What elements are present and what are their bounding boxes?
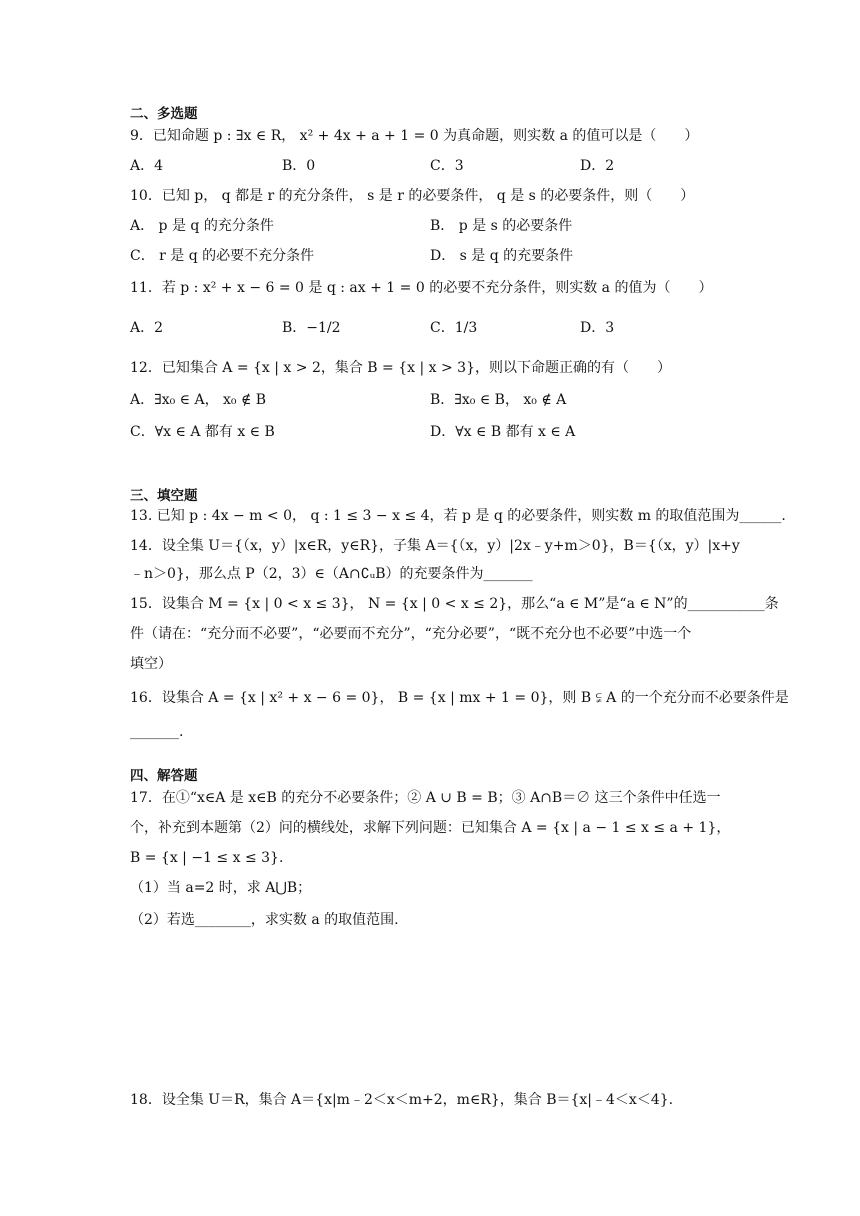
question-12-option-d: D．∀x ∈ B 都有 x ∈ A: [430, 424, 576, 440]
question-17-part-1: （1）当 a=2 时，求 A⋃B；: [130, 880, 312, 896]
question-15-line-3: 填空）: [130, 656, 172, 672]
question-9-option-b: B．0: [282, 158, 316, 174]
question-15-line-2: 件（请在：“充分而不必要”，“必要而不充分”，“充分必要”，“既不充分也不必要”中选一个: [130, 626, 692, 642]
section-title: 二、多选题: [130, 106, 198, 122]
question-12-stem: 12．已知集合 A = {x | x > 2，集合 B = {x | x > 3}，则以下命题正确的有（ ）: [130, 360, 671, 376]
question-10-option-d: D． s 是 q 的充要条件: [430, 248, 574, 264]
question-17-part-2: （2）若选________，求实数 a 的取值范围.: [130, 912, 399, 928]
question-9-option-a: A．4: [130, 158, 164, 174]
question-11-stem: 11．若 p : x² + x − 6 = 0 是 q : ax + 1 = 0 的必要不充分条件，则实数 a 的值为（ ）: [130, 280, 713, 296]
question-16-line-2: _______.: [130, 724, 184, 740]
question-10-option-c: C． r 是 q 的必要不充分条件: [130, 248, 315, 264]
question-15-line-1: 15．设集合 M = {x | 0 < x ≤ 3}， N = {x | 0 < x ≤ 2}，那么“a ∈ M”是“a ∈ N”的___________条: [130, 596, 779, 612]
question-11-option-b: B．−1/2: [282, 320, 341, 336]
question-10-stem: 10．已知 p， q 都是 r 的充分条件， s 是 r 的必要条件， q 是 s 的必要条件，则（ ）: [130, 188, 695, 204]
question-9-stem: 9．已知命题 p : ∃x ∈ R， x² + 4x + a + 1 = 0 为真命题，则实数 a 的值可以是（ ）: [130, 128, 699, 144]
question-12-option-c: C．∀x ∈ A 都有 x ∈ B: [130, 424, 275, 440]
section-title: 三、填空题: [130, 488, 198, 504]
question-17-line-3: B = {x | −1 ≤ x ≤ 3}.: [130, 850, 284, 866]
question-9-option-c: C．3: [430, 158, 464, 174]
question-18: 18．设全集 U＝R，集合 A＝{x|m﹣2＜x＜m+2，m∈R}，集合 B＝{x|﹣4＜x＜4}.: [130, 1092, 674, 1108]
question-10-option-b: B． p 是 s 的必要条件: [430, 218, 573, 234]
question-14-line-2: ﹣n＞0}，那么点 P（2，3）∈（A∩∁ᵤB）的充要条件为_______: [130, 566, 533, 582]
question-17-line-1: 17．在①“x∈A 是 x∈B 的充分不必要条件；② A ∪ B = B；③ A∩B＝∅ 这三个条件中任选一: [130, 790, 721, 806]
question-11-option-c: C．1/3: [430, 320, 478, 336]
question-10-option-a: A． p 是 q 的充分条件: [130, 218, 274, 234]
question-11-option-a: A．2: [130, 320, 164, 336]
question-9-option-d: D．2: [580, 158, 615, 174]
question-17-line-2: 个，补充到本题第（2）问的横线处，求解下列问题：已知集合 A = {x | a − 1 ≤ x ≤ a + 1}，: [130, 820, 731, 836]
question-11-option-d: D．3: [580, 320, 615, 336]
section-title: 四、解答题: [130, 768, 198, 784]
question-12-option-a: A．∃x₀ ∈ A， x₀ ∉ B: [130, 392, 267, 408]
question-16-line-1: 16．设集合 A = {x | x² + x − 6 = 0}， B = {x | mx + 1 = 0}，则 B ⫋ A 的一个充分而不必要条件是: [130, 690, 789, 706]
question-13: 13. 已知 p : 4x − m < 0， q : 1 ≤ 3 − x ≤ 4，若 p 是 q 的必要条件，则实数 m 的取值范围为______.: [130, 508, 786, 524]
question-12-option-b: B．∃x₀ ∈ B， x₀ ∉ A: [430, 392, 567, 408]
question-14-line-1: 14．设全集 U＝{（x，y）|x∈R，y∈R}，子集 A＝{（x，y）|2x﹣y+m＞0}，B＝{（x，y）|x+y: [130, 538, 740, 554]
